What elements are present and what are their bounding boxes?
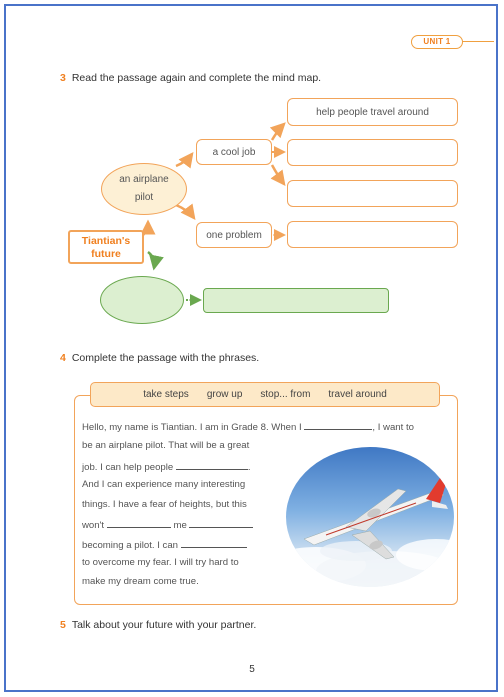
unit-divider [462,41,494,42]
phrase-item: take steps [143,389,189,400]
task5-heading [60,619,256,631]
future-label-line2: future [91,248,121,260]
phrase-bank [90,382,440,407]
passage-text: becoming a pilot. I can [82,540,178,551]
passage-line [82,460,251,473]
task3-number: 3 [60,72,66,84]
answer-box-2[interactable] [287,139,458,166]
phrase-item: travel around [328,389,387,400]
passage-line [82,518,253,531]
passage-text: won't [82,520,105,531]
task4-heading [60,352,259,364]
task4-number: 4 [60,352,66,364]
future-answer-box[interactable] [203,288,389,313]
branch-cool-job: a cool job [196,139,272,165]
passage-line: And I can experience many interesting [82,479,246,490]
task4-instruction: Complete the passage with the phrases. [71,352,260,364]
task5-number: 5 [60,619,66,631]
passage-line [82,538,247,551]
passage-line [82,420,414,433]
passage-line: to overcome my fear. I will try hard to [82,557,239,568]
answer-box-1[interactable]: help people travel around [287,98,458,126]
passage-text: . [247,462,251,473]
mind-map-center-node [101,163,187,215]
blank-5[interactable] [181,538,247,548]
task3-heading [60,72,321,84]
passage-line: things. I have a fear of heights, but this [82,499,247,510]
blank-1[interactable] [304,420,372,430]
future-green-oval [100,276,184,324]
tiantian-future-label [68,230,144,264]
unit-badge: UNIT 1 [411,35,463,49]
passage-text: Hello, my name is Tiantian. I am in Grade 8. When I [82,422,302,433]
blank-2[interactable] [176,460,248,470]
airplane-photo [286,447,454,587]
passage-text: job. I can help people [82,462,174,473]
phrase-item: stop... from [260,389,311,400]
answer-box-3[interactable] [287,180,458,207]
passage-line: be an airplane pilot. That will be a great [82,440,250,451]
passage-line: make my dream come true. [82,576,199,587]
branch-one-problem: one problem [196,222,272,248]
page-number: 5 [249,664,255,675]
passage-text: , I want to [372,422,414,433]
blank-3[interactable] [107,518,171,528]
future-label-line1: Tiantian's [81,235,131,247]
answer-box-4[interactable] [287,221,458,248]
task5-instruction: Talk about your future with your partner. [71,619,257,631]
center-node-line2: pilot [134,192,154,203]
passage-text: me [173,520,187,531]
task3-instruction: Read the passage again and complete the mind map. [71,72,322,84]
blank-4[interactable] [189,518,253,528]
phrase-item: grow up [206,389,243,400]
center-node-line1: an airplane [119,174,169,185]
